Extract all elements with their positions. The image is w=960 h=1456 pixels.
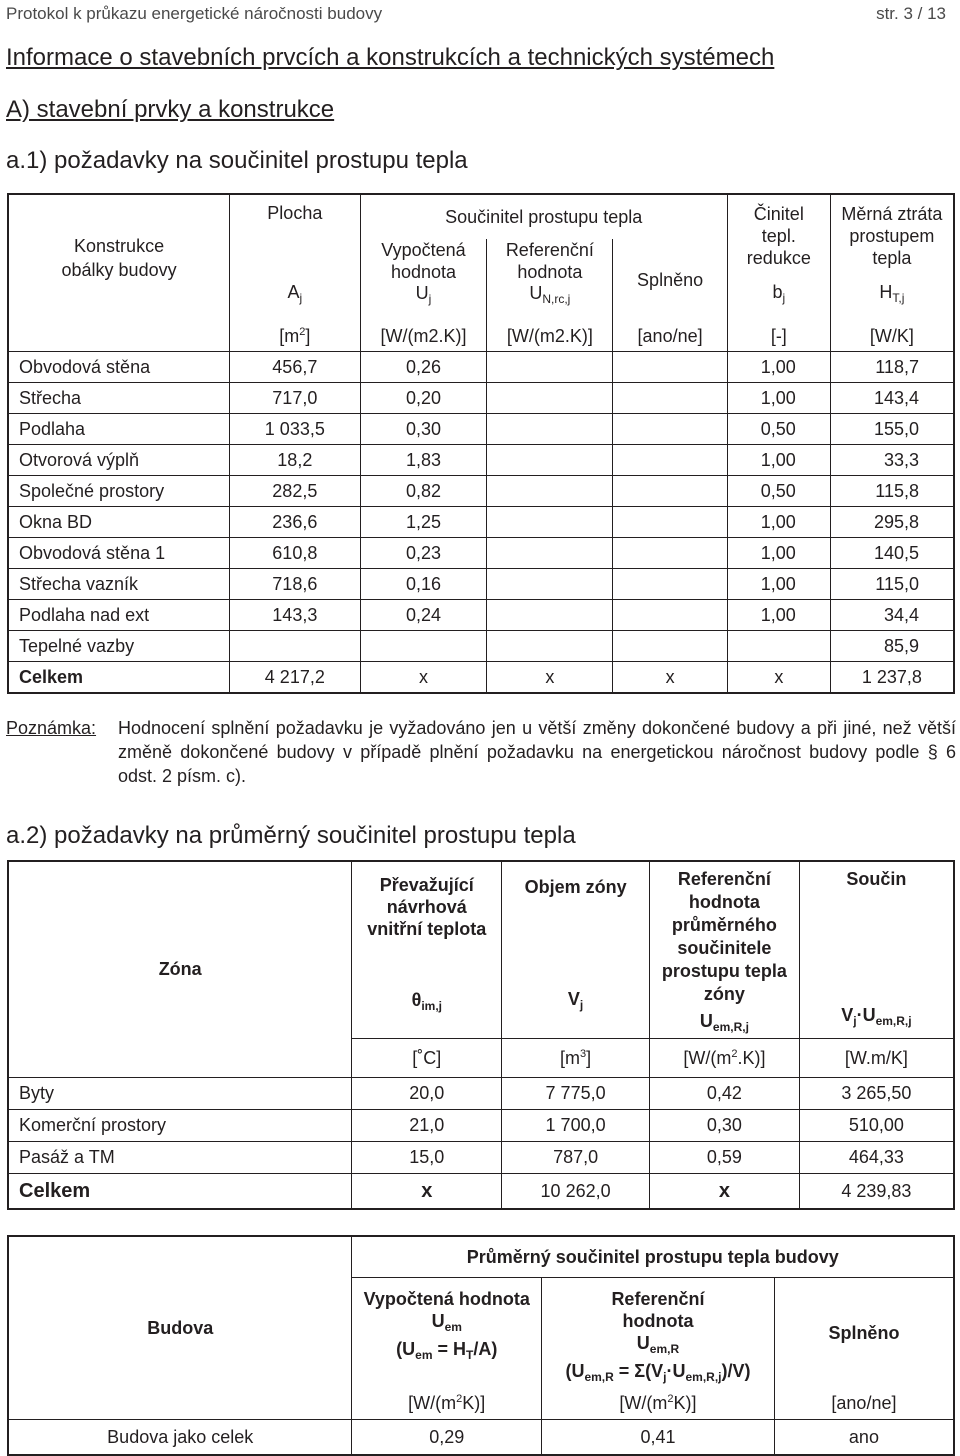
- zone-total-volume: 10 262,0: [502, 1174, 650, 1210]
- row-u-calc: 0,24: [360, 600, 487, 631]
- row-ht: 118,7: [830, 352, 954, 383]
- row-ht: 143,4: [830, 383, 954, 414]
- zone-temp: 21,0: [352, 1110, 502, 1142]
- row-area: 718,6: [230, 569, 360, 600]
- row-b: [727, 631, 830, 662]
- table-row: [8, 631, 954, 662]
- row-b: 1,00: [727, 600, 830, 631]
- row-area: 282,5: [230, 476, 360, 507]
- units-row: [8, 321, 954, 352]
- row-ht: 34,4: [830, 600, 954, 631]
- header-temp-symbol: $\theta_{im,j}$: [411, 990, 442, 1013]
- building-ref-value: 0,41: [542, 1420, 775, 1456]
- row-u-ref: [487, 445, 613, 476]
- row-area: 236,6: [230, 507, 360, 538]
- row-name: Podlaha nad ext: [8, 600, 230, 631]
- row-ht: 85,9: [830, 631, 954, 662]
- building-header-row: [8, 1236, 954, 1278]
- zone-volume: 1 700,0: [502, 1110, 650, 1142]
- table-row: [8, 383, 954, 414]
- table-row: [8, 352, 954, 383]
- row-met: [613, 352, 728, 383]
- table-row: [8, 569, 954, 600]
- row-u-calc: 1,25: [360, 507, 487, 538]
- section-a1-heading: a.1) požadavky na součinitel prostupu tepla: [6, 147, 468, 174]
- row-b: 1,00: [727, 383, 830, 414]
- zone-name: Pasáž a TM: [8, 1142, 352, 1174]
- section-a-heading: A) stavební prvky a konstrukce: [6, 96, 335, 123]
- unit-met: [ano/ne]: [613, 321, 728, 352]
- row-b: 1,00: [727, 538, 830, 569]
- total-area: 4 217,2: [230, 662, 360, 694]
- row-met: [613, 507, 728, 538]
- row-u-calc: 0,23: [360, 538, 487, 569]
- zone-volume: 7 775,0: [502, 1078, 650, 1110]
- header-building-ref: Referenční hodnota: [611, 1289, 705, 1331]
- row-u-calc: 1,83: [360, 445, 487, 476]
- row-u-ref: [487, 600, 613, 631]
- header-area-symbol: $A_j$: [287, 282, 303, 305]
- row-met: [613, 569, 728, 600]
- page-number: str. 3 / 13: [876, 4, 946, 23]
- row-u-calc: 0,30: [360, 414, 487, 445]
- row-ht: 155,0: [830, 414, 954, 445]
- total-ht: 1 237,8: [830, 662, 954, 694]
- u-requirements-table: [7, 193, 955, 694]
- total-row: [8, 662, 954, 694]
- header-u-calc: Vypočtená hodnota: [381, 240, 466, 283]
- row-ht: 115,8: [830, 476, 954, 507]
- total-u: x: [360, 662, 487, 694]
- header-building-calc-symbol: $U_{em}$: [431, 1311, 462, 1334]
- building-met-value: ano: [774, 1420, 954, 1456]
- row-u-ref: [487, 414, 613, 445]
- row-ht: 115,0: [830, 569, 954, 600]
- row-met: [613, 476, 728, 507]
- row-ht: 295,8: [830, 507, 954, 538]
- zone-product: 510,00: [799, 1110, 954, 1142]
- row-area: 456,7: [230, 352, 360, 383]
- row-name: Střecha: [8, 383, 230, 414]
- header-volume: Objem zóny: [524, 877, 627, 897]
- row-met: [613, 414, 728, 445]
- table-row: [8, 445, 954, 476]
- row-b: 0,50: [727, 476, 830, 507]
- row-met: [613, 383, 728, 414]
- header-reduction-factor: Činitel tepl. redukce: [746, 204, 811, 268]
- row-b: 1,00: [727, 445, 830, 476]
- row-ht: 33,3: [830, 445, 954, 476]
- header-u-calc-symbol: $U_j$: [415, 283, 432, 307]
- row-u-calc: 0,20: [360, 383, 487, 414]
- row-u-calc: 0,16: [360, 569, 487, 600]
- total-ref: x: [487, 662, 613, 694]
- building-calc-value: 0,29: [352, 1420, 542, 1456]
- table-row: [8, 600, 954, 631]
- header-building-calc: Vypočtená hodnota: [363, 1289, 530, 1309]
- row-u-ref: [487, 507, 613, 538]
- header-building-group: Průměrný součinitel prostupu tepla budovy: [352, 1236, 954, 1278]
- table-header-row: [8, 194, 954, 239]
- header-u-group: Součinitel prostupu tepla: [360, 194, 727, 239]
- header-construction: Konstrukce obálky budovy: [61, 236, 177, 280]
- total-met: x: [613, 662, 728, 694]
- note-label: Poznámka:: [6, 718, 97, 738]
- building-name: Budova jako celek: [8, 1420, 352, 1456]
- header-heat-loss: Měrná ztráta prostupem tepla: [841, 204, 943, 268]
- unit-ref-zone: $[W/(m^2.K)]$: [649, 1039, 799, 1078]
- header-building: Budova: [8, 1236, 352, 1420]
- unit-u-ref: [W/(m2.K)]: [487, 321, 613, 352]
- row-name: Obvodová stěna 1: [8, 538, 230, 569]
- zone-total-row: [8, 1174, 954, 1210]
- section-a2-heading: a.2) požadavky na průměrný součinitel prostupu tepla: [6, 822, 576, 849]
- header-ref-zone: Referenční hodnota průměrného součinitele prostupu tepla zóny: [661, 869, 787, 1004]
- row-met: [613, 631, 728, 662]
- unit-ht: [W/K]: [830, 321, 954, 352]
- row-u-calc: [360, 631, 487, 662]
- header-building-ref-formula: $(U_{em,R} = \Sigma(V_j\cdot U_{em,R,j})/V)$: [565, 1361, 751, 1384]
- zone-row: [8, 1110, 954, 1142]
- unit-temp: [˚C]: [352, 1039, 502, 1078]
- unit-u-calc: [W/(m2.K)]: [360, 321, 487, 352]
- row-area: 1 033,5: [230, 414, 360, 445]
- row-name: Podlaha: [8, 414, 230, 445]
- row-b: 0,50: [727, 414, 830, 445]
- row-u-ref: [487, 538, 613, 569]
- header-building-calc-formula: $(U_{em} = H_T/A)$: [396, 1339, 498, 1362]
- zone-total-product: 4 239,83: [799, 1174, 954, 1210]
- zone-ref: 0,59: [649, 1142, 799, 1174]
- zone-volume: 787,0: [502, 1142, 650, 1174]
- row-u-ref: [487, 569, 613, 600]
- zone-ref: 0,42: [649, 1078, 799, 1110]
- header-product-symbol: $V_j\cdot U_{em,R,j}$: [841, 1005, 912, 1028]
- zone-product: 464,33: [799, 1142, 954, 1174]
- row-name: Otvorová výplň: [8, 445, 230, 476]
- header-met: Splněno: [613, 239, 728, 321]
- row-u-ref: [487, 352, 613, 383]
- row-met: [613, 600, 728, 631]
- zone-total-label: Celkem: [8, 1174, 352, 1210]
- header-product: Součin: [846, 869, 907, 889]
- zone-name: Komerční prostory: [8, 1110, 352, 1142]
- page-header: [6, 4, 950, 24]
- header-zone: Zóna: [8, 861, 352, 1078]
- building-row: [8, 1420, 954, 1456]
- row-u-ref: [487, 383, 613, 414]
- header-ht-symbol: $H_{T,j}$: [879, 282, 905, 305]
- zone-row: [8, 1142, 954, 1174]
- row-met: [613, 445, 728, 476]
- row-b: 1,00: [727, 569, 830, 600]
- table-row: [8, 538, 954, 569]
- zone-header-row: [8, 861, 954, 1039]
- row-name: Společné prostory: [8, 476, 230, 507]
- row-u-ref: [487, 476, 613, 507]
- header-volume-symbol: $V_j$: [567, 989, 584, 1012]
- table-row: [8, 414, 954, 445]
- zone-temp: 15,0: [352, 1142, 502, 1174]
- header-building-ref-symbol: $U_{em,R}$: [636, 1333, 680, 1356]
- row-b: 1,00: [727, 507, 830, 538]
- unit-building-met: [ano/ne]: [774, 1388, 954, 1420]
- row-u-calc: 0,82: [360, 476, 487, 507]
- total-b: x: [727, 662, 830, 694]
- table-row: [8, 476, 954, 507]
- header-u-ref-symbol: $U_{N,rc,j}$: [529, 283, 571, 307]
- zone-table: [7, 860, 955, 1210]
- zone-name: Byty: [8, 1078, 352, 1110]
- building-average-table: [7, 1235, 955, 1456]
- header-area: Plocha: [267, 203, 323, 223]
- header-building-met: Splněno: [774, 1278, 954, 1389]
- row-area: 18,2: [230, 445, 360, 476]
- unit-volume: $[m^3]$: [502, 1039, 650, 1078]
- row-area: 610,8: [230, 538, 360, 569]
- zone-row: [8, 1078, 954, 1110]
- row-name: Okna BD: [8, 507, 230, 538]
- unit-b: [-]: [727, 321, 830, 352]
- unit-building-calc: $[W/(m^2K)]$: [352, 1388, 542, 1420]
- row-name: Střecha vazník: [8, 569, 230, 600]
- note-text: Hodnocení splnění požadavku je vyžadováno jen u větší změny dokončené budovy a při jiné, než větší změně dokončené budovy v případě plnění požadavku na energetickou náročnost budovy podle § 6 odst. 2 písm. c).: [118, 718, 956, 786]
- row-name: Tepelné vazby: [8, 631, 230, 662]
- row-area: 143,3: [230, 600, 360, 631]
- zone-total-temp: x: [352, 1174, 502, 1210]
- total-label: Celkem: [8, 662, 230, 694]
- row-met: [613, 538, 728, 569]
- header-temp: Převažující návrhová vnitřní teplota: [367, 875, 487, 939]
- row-u-calc: 0,26: [360, 352, 487, 383]
- unit-building-ref: $[W/(m^2K)]$: [542, 1388, 775, 1420]
- note: [6, 716, 956, 786]
- row-name: Obvodová stěna: [8, 352, 230, 383]
- row-area: [230, 631, 360, 662]
- unit-area: $[m^2]$: [230, 321, 360, 352]
- row-u-ref: [487, 631, 613, 662]
- table-row: [8, 507, 954, 538]
- main-heading: Informace o stavebních prvcích a konstrukcích a technických systémech: [6, 44, 775, 71]
- zone-total-ref: x: [649, 1174, 799, 1210]
- header-ref-zone-symbol: $U_{em,R,j}$: [699, 1011, 749, 1034]
- zone-temp: 20,0: [352, 1078, 502, 1110]
- header-b-symbol: $b_j$: [772, 282, 786, 305]
- row-ht: 140,5: [830, 538, 954, 569]
- zone-ref: 0,30: [649, 1110, 799, 1142]
- row-b: 1,00: [727, 352, 830, 383]
- zone-product: 3 265,50: [799, 1078, 954, 1110]
- header-u-ref: Referenční hodnota: [505, 240, 594, 283]
- row-area: 717,0: [230, 383, 360, 414]
- unit-product: [W.m/K]: [799, 1039, 954, 1078]
- document-title: Protokol k průkazu energetické náročnosti budovy: [6, 4, 383, 23]
